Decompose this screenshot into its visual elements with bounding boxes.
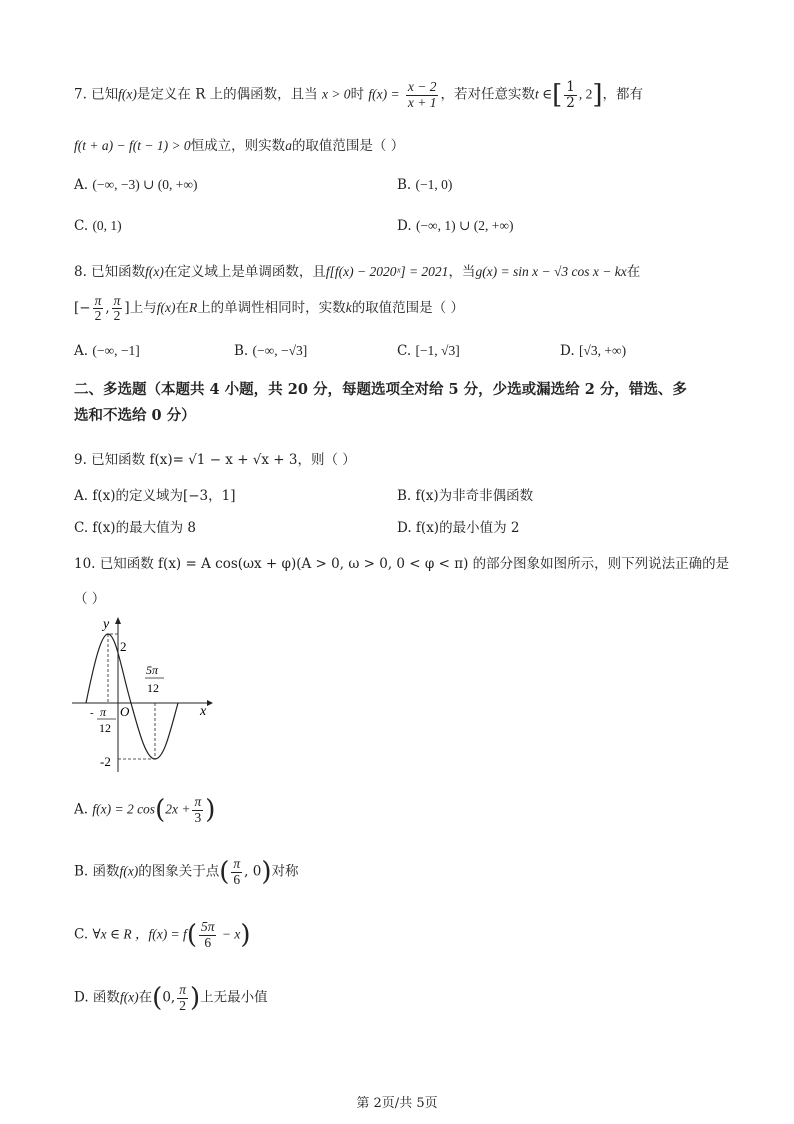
fraction: $\frac{\pi}{2}$ xyxy=(113,293,121,324)
question-9: 9. 已知函数 f(x)= √1 − x + √x + 3，则（ ） xyxy=(74,452,356,468)
tick-5pi-12-num: 5π xyxy=(146,663,159,677)
q10-option-b: B. 函数f(x)的图象关于点( $\frac{\pi}{6}$ , 0)对称 xyxy=(74,856,299,887)
y-axis-arrow xyxy=(115,617,121,624)
q9-option-d: D. f(x)的最小值为 2 xyxy=(397,520,520,536)
q9-option-a: A. f(x)的定义域为[−3，1] xyxy=(74,488,236,504)
fraction: $\frac{\pi}{6}$ xyxy=(233,856,241,887)
question-10-line-2: （ ） xyxy=(74,591,106,607)
y-label: y xyxy=(103,617,110,632)
tick-sign: - xyxy=(90,707,94,719)
x-label: x xyxy=(200,704,207,719)
fraction: $\frac{\pi}{2}$ xyxy=(94,293,102,324)
q7-option-d: D. (−∞, 1) ∪ (2, +∞) xyxy=(397,218,514,234)
tick-5pi-12-den: 12 xyxy=(147,681,159,695)
fraction: $\frac{5\pi}{6}$ xyxy=(200,919,215,950)
question-7-line-1: 7. 已知f(x)是定义在 R 上的偶函数，且当 x > 0时 f(x) = $\frac{x - 2}{x + 1}$ ，若对任意实数t ∈[ $\frac{1}{2}$ , 2]，都有 xyxy=(74,79,644,111)
tick-neg-pi-12-num: π xyxy=(100,705,107,719)
q8-option-d: D. [√3, +∞) xyxy=(560,343,627,359)
fraction: $\frac{1}{2}$ xyxy=(566,79,575,111)
min-label: -2 xyxy=(100,754,111,769)
page-footer: 第 2页/共 5页 xyxy=(356,1096,438,1111)
tick-neg-pi-12-den: 12 xyxy=(99,721,111,735)
question-7-line-2: f(t + a) − f(t − 1) > 0恒成立，则实数a的取值范围是（ ） xyxy=(74,138,405,154)
q7-option-a: A. (−∞, −3) ∪ (0, +∞) xyxy=(74,177,198,193)
q7-option-b: B. (−1, 0) xyxy=(397,177,453,193)
q9-option-c: C. f(x)的最大值为 8 xyxy=(74,520,196,536)
x-axis-arrow xyxy=(207,700,213,706)
q7-option-c: C. (0, 1) xyxy=(74,218,122,234)
question-10-line-1: 10. 已知函数 f(x) = A cos(ωx + φ)(A > 0, ω > 0, 0 < φ < π) 的部分图象如图所示，则下列说法正确的是 xyxy=(74,556,730,572)
q8-option-a: A. (−∞, −1] xyxy=(74,343,140,359)
fraction: $\frac{x - 2}{x + 1}$ xyxy=(407,79,437,110)
fraction: $\frac{\pi}{2}$ xyxy=(179,982,186,1013)
section-heading: 二、多选题（本题共 4 小题，共 20 分，每题选项全对给 5 分，少选或漏选给 2 分，错选、多 选和不选给 0 分） xyxy=(74,381,687,424)
q9-option-b: B. f(x)为非奇非偶函数 xyxy=(397,488,534,504)
q10-option-c: C. ∀x ∈ R ，f(x) = f( $\frac{5\pi}{6}$ − x) xyxy=(74,919,251,950)
q10-option-a: A. f(x) = 2 cos(2x + $\frac{\pi}{3}$ ) xyxy=(74,794,216,825)
function-graph xyxy=(70,612,215,777)
question-8-line-2: [− $\frac{\pi}{2}$ , $\frac{\pi}{2}$ ]上与f(x)在R上的单调性相同时，实数k的取值范围是（ ） xyxy=(74,293,464,324)
cosine-curve xyxy=(86,634,178,759)
question-8-line-1: 8. 已知函数f(x)在定义域上是单调函数，且f[f(x) − 2020ˣ] = 2021，当g(x) = sin x − √3 cos x − kx在 xyxy=(74,264,641,280)
max-label: 2 xyxy=(120,639,127,654)
q8-option-b: B. (−∞, −√3] xyxy=(234,343,308,359)
q8-option-c: C. [−1, √3] xyxy=(397,343,460,359)
q10-option-d: D. 函数f(x)在(0, $\frac{\pi}{2}$ )上无最小值 xyxy=(74,982,268,1013)
fraction: $\frac{\pi}{3}$ xyxy=(194,794,202,825)
origin-label: O xyxy=(120,704,130,719)
